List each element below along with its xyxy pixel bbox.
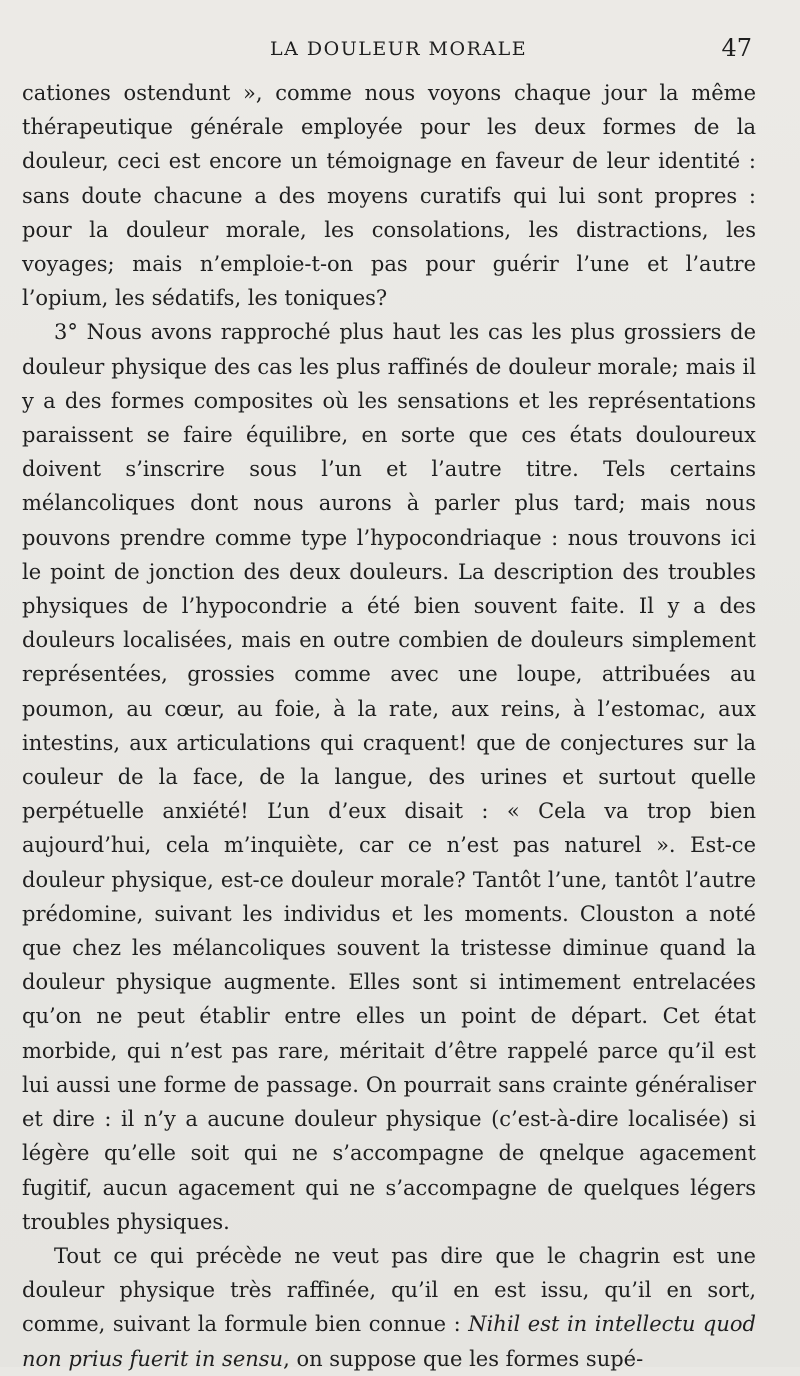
body-text — [22, 76, 756, 1376]
running-title: LA DOULEUR MORALE — [270, 38, 528, 60]
paragraph-chagrin-ending: , on suppose que les formes supé- — [283, 1346, 644, 1371]
page-number: 47 — [721, 34, 752, 62]
paragraph-hypocondriaque: 3° Nous avons rapproché plus haut les cas les plus grossiers de douleur physique des cas les plus raffinés de douleur morale; mais il y a des formes composites où les sensations et les représentations paraissent se faire équilibre, en sorte que ces états douloureux doivent s’inscrire sous l’un et l’autre titre. Tels certains mélancoliques dont nous aurons à parler plus tard; mais nous pouvons prendre comme type l’hypocondriaque : nous trouvons ici le point de jonction des deux douleurs. La description des troubles physiques de l’hypocondrie a été bien souvent faite. Il y a des douleurs localisées, mais en outre combien de douleurs simplement représentées, grossies comme avec une loupe, attribuées au poumon, au cœur, au foie, à la rate, aux reins, à l’estomac, aux intestins, aux articulations qui craquent! que de conjectures sur la couleur de la face, de la langue, des urines et surtout quelle perpétuelle anxiété! L’un d’eux disait : « Cela va trop bien aujourd’hui, cela m’inquiète, car ce n’est pas naturel ». Est-ce douleur physique, est-ce douleur morale? Tantôt l’une, tantôt l’autre prédomine, suivant les individus et les moments. Clouston a noté que chez les mélancoliques souvent la tristesse diminue quand la douleur physique augmente. Elles sont si intimement entrelacées qu’on ne peut établir entre elles un point de départ. Cet état morbide, qui n’est pas rare, méritait d’être rappelé parce qu’il est lui aussi une forme de passage. On pourrait sans crainte généraliser et dire : il n’y a aucune douleur physique (c’est-à-dire localisée) si légère qu’elle soit qui ne s’accompagne de qnelque agacement fugitif, aucun agacement qui ne s’accompagne de quelques légers troubles physiques. — [22, 320, 756, 1234]
running-head — [22, 34, 752, 68]
paragraph-chagrin — [22, 1239, 756, 1376]
latin-quotation: Nihil est in intellectu quod non prius fuerit in sensu — [22, 1312, 756, 1371]
paragraph-continuation: cationes ostendunt », comme nous voyons chaque jour la même thérapeutique générale employée pour les deux formes de la douleur, ceci est encore un témoignage en faveur de leur identité : sans doute chacune a des moyens curatifs qui lui sont propres : pour la douleur morale, les consolations, les distractions, les voyages; mais n’emploie-t-on pas pour guérir l’une et l’autre l’opium, les sédatifs, les toniques? — [22, 81, 756, 311]
paragraph-chagrin-text: Tout ce qui précède ne veut pas dire que le chagrin est une douleur physique très raffinée, qu’il en est issu, qu’il en sort, comme, suivant la formule bien connue : — [22, 1243, 756, 1337]
